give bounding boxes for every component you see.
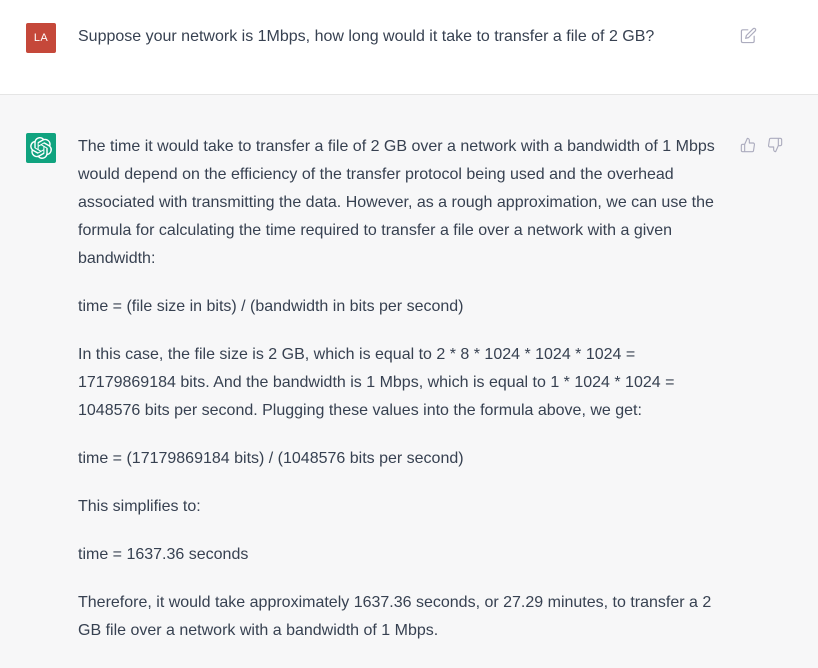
assistant-paragraph: In this case, the file size is 2 GB, which is equal to 2 * 8 * 1024 * 1024 * 1024 = 17179869184 bits. And the bandwidth is 1 Mbps, which is equal to 1 * 1024 * 1024 = 1048576 bits per second. Plugging these values into the formula above, we get: — [78, 346, 675, 419]
assistant-avatar — [26, 133, 56, 163]
thumbs-down-icon — [767, 137, 783, 153]
assistant-message-text — [78, 133, 732, 665]
feedback-actions — [740, 133, 783, 153]
thumbs-up-icon — [740, 137, 756, 153]
assistant-paragraph: The time it would take to transfer a file of 2 GB over a network with a bandwidth of 1 Mbps would depend on the efficiency of the transfer protocol being used and the overhead associated with transmitting the data. However, as a rough approximation, we can use the formula for calculating the time required to transfer a file over a network with a given bandwidth: — [78, 138, 715, 267]
assistant-message-row — [0, 95, 818, 668]
user-message-text: Suppose your network is 1Mbps, how long would it take to transfer a file of 2 GB? — [78, 28, 655, 45]
user-message-actions — [740, 23, 757, 44]
assistant-paragraph: Therefore, it would take approximately 1637.36 seconds, or 27.29 minutes, to transfer a 2 GB file over a network with a bandwidth of 1 Mbps. — [78, 594, 712, 639]
assistant-paragraph: time = (17179869184 bits) / (1048576 bits per second) — [78, 450, 464, 467]
assistant-paragraph: time = 1637.36 seconds — [78, 546, 249, 563]
openai-logo-icon — [30, 137, 52, 159]
edit-message-button[interactable] — [740, 27, 757, 44]
edit-pencil-square-icon — [740, 27, 757, 44]
thumbs-up-button[interactable] — [740, 137, 756, 153]
assistant-paragraph: This simplifies to: — [78, 498, 201, 515]
user-avatar: LA — [26, 23, 56, 53]
assistant-paragraph: time = (file size in bits) / (bandwidth in bits per second) — [78, 298, 464, 315]
user-message-row — [0, 0, 818, 95]
thumbs-down-button[interactable] — [767, 137, 783, 153]
